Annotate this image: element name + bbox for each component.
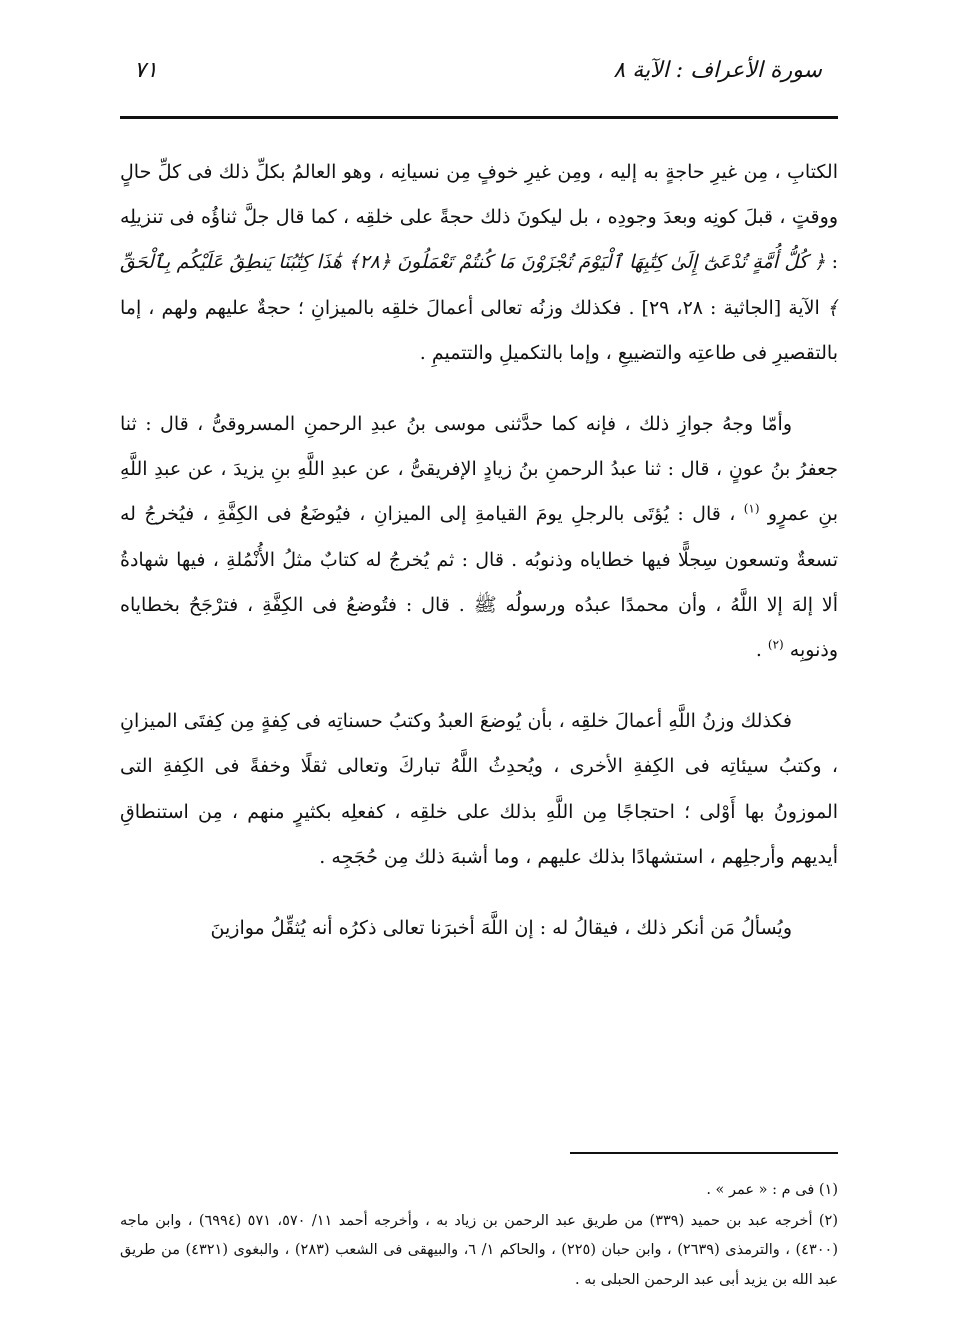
header-rule bbox=[120, 116, 838, 119]
paragraph-4: ويُسألُ مَن أنكر ذلك ، فيقالُ له : إن اللَّهَ أخبرَنا تعالى ذكرُه أنه يُثقِّلُ موازينَ bbox=[210, 917, 792, 940]
running-header bbox=[120, 56, 838, 96]
footnote-marker-1[interactable]: (١) bbox=[743, 502, 760, 517]
paragraph-2-text-c: . bbox=[755, 639, 762, 662]
footnote-marker-2[interactable]: (٢) bbox=[767, 637, 784, 652]
paragraph-2-text-b: ، قال : يُؤتَى بالرجلِ يومَ القيامةِ إلى الميزانِ ، فيُوضَعُ فى الكِفَّةِ ، فيُخرجُ له تسعةٌ وتسعون سِجلًّا فيها خطاياه وذنوبُه . قال : ثم يُخرجُ له كتابٌ مثلُ الأُنْمُلةِ ، فيها شهادةُ ألا إلهَ إلا اللَّهُ ، وأن محمدًا عبدُه ورسولُه ﷺ . قال : فتُوضعُ فى الكِفَّةِ ، فترْجَحُ بخطاياه وذنوبِه bbox=[120, 503, 838, 662]
main-text bbox=[120, 150, 838, 951]
header-title: سورة الأعراف : الآية ٨ bbox=[613, 58, 822, 83]
paragraph-2-text-a: وأمّا وجهُ جوازِ ذلك ، فإنه كما حدَّثنى موسى بنُ عبدِ الرحمنِ المسروقىُّ ، قال : ثنا جعفرُ بنُ عونٍ ، قال : ثنا عبدُ الرحمنِ بنُ زيادٍ الإفريقىُّ ، عن عبدِ اللَّهِ بنِ يزيدَ ، عن عبدِ اللَّهِ بنِ عمرٍو bbox=[120, 413, 838, 526]
footnote-rule bbox=[570, 1152, 838, 1154]
footnotes bbox=[120, 1176, 838, 1295]
paragraph-1-continuation: الآية [الجاثية : ٢٨، ٢٩] . فكذلك وزنُه تعالى أعمالَ خلقِه بالميزانِ ؛ حجةٌ عليهم ولهم ، إما بالتقصيرِ فى طاعتِه والتضييعِ ، وإما بالتكميلِ والتتميمِ . bbox=[120, 296, 838, 364]
quran-quote: ﴿ كُلُّ أُمَّةٍ تُدْعَىٰٓ إِلَىٰ كِتَٰبِهَا ٱلْيَوْمَ تُجْزَوْنَ مَا كُنتُمْ تَعْمَلُونَ ﴿٢٨﴾ هَٰذَا كِتَٰبُنَا يَنطِقُ عَلَيْكُم بِٱلْحَقِّ ﴾ bbox=[120, 251, 838, 319]
paragraph-2 bbox=[120, 402, 838, 673]
footnote-2: (٢) أخرجه عبد بن حميد (٣٣٩) من طريق عبد الرحمن بن زياد به ، وأخرجه أحمد ١١/ ٥٧٠، ٥٧١ (٦٩٩٤) ، وابن ماجه (٤٣٠٠) ، والترمذى (٢٦٣٩) ، وابن حبان (٢٢٥) ، والحاكم ١/ ٦، والبيهقى فى الشعب (٢٨٣) ، والبغوى (٤٣٢١) من طريق عبد الله بن يزيد أبى عبد الرحمن الحبلى به . bbox=[120, 1212, 838, 1288]
page-number: ٧١ bbox=[134, 58, 158, 83]
paragraph-1 bbox=[120, 150, 838, 376]
footnote-1: (١) فى م : « عمر » . bbox=[706, 1182, 838, 1198]
paragraph-3: فكذلك وزنُ اللَّهِ أعمالَ خلقِه ، بأن يُوضعَ العبدُ وكتبُ حسناتِه فى كِفةٍ مِن كِفتَى الميزانِ ، وكتبُ سيئاتِه فى الكِفةِ الأخرى ، ويُحدِثُ اللَّهُ تباركَ وتعالى ثقلًا وخفةً فى الكِفةِ التى الموزونُ بها أَوْلى ؛ احتجاجًا مِن اللَّهِ بذلك على خلقِه ، كفعلِه بكثيرٍ منهم ، مِن استنطاقِ أيديهم وأرجلِهم ، استشهادًا بذلك عليهم ، وما أشبهَ ذلك مِن حُجَجِه . bbox=[120, 710, 838, 868]
paragraph-1-text: الكتابِ ، مِن غيرِ حاجةٍ به إليه ، ومِن غيرِ خوفٍ مِن نسيانِه ، وهو العالمُ بكلِّ ذلك فى كلِّ حالٍ ووقتٍ ، قبلَ كونِه وبعدَ وجودِه ، بل ليكونَ ذلك حجةً على خلقِه ، كما قال جلَّ ثناؤُه فى تنزيلِه : bbox=[120, 161, 838, 274]
